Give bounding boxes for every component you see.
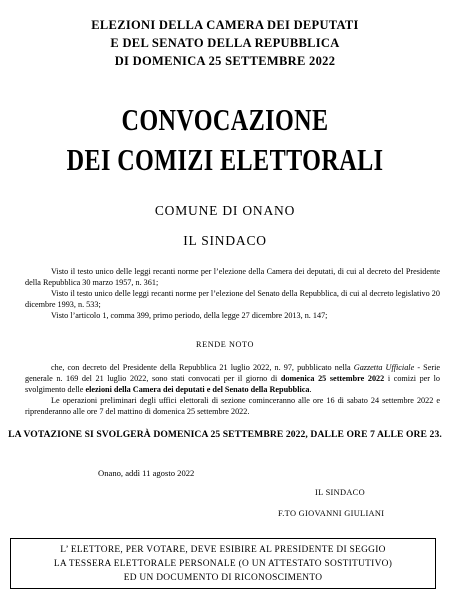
election-bodies: elezioni della Camera dei deputati e del Senato della Repubblica: [85, 385, 310, 394]
main-title-line-2: DEI COMIZI ELETTORALI: [66, 142, 384, 177]
notice-line-1: L’ ELETTORE, PER VOTARE, DEVE ESIBIRE AL PRESIDENTE DI SEGGIO: [60, 545, 386, 555]
visto-section: [25, 266, 440, 321]
notice-line-2: LA TESSERA ELETTORALE PERSONALE (O UN ATTESTATO SOSTITUTIVO): [53, 559, 393, 569]
place-and-date: Onano, addì 11 agosto 2022: [98, 468, 195, 478]
election-header: [0, 16, 450, 70]
visto-paragraph-3: Visto l’articolo 1, comma 399, primo periodo, della legge 27 dicembre 2013, n. 147;: [51, 311, 328, 320]
main-title-line-1: CONVOCAZIONE: [121, 102, 329, 137]
decree-series-text: - Serie generale n. 169 del 21 luglio 2022, sono stati convocati per il giorno di: [25, 363, 440, 383]
visto-paragraph-1: Visto il testo unico delle leggi recanti norme per l’elezione della Camera dei deputati, di cui al decreto del Presidente della Repubblica 30 marzo 1957, n. 361;: [25, 267, 440, 287]
header-line-3: DI DOMENICA 25 SETTEMBRE 2022: [114, 54, 336, 68]
election-date: domenica 25 settembre 2022: [280, 374, 385, 383]
voter-notice-box: [10, 538, 436, 589]
period-text: .: [309, 385, 312, 394]
announcement-paragraph-1: [25, 362, 440, 395]
main-title: [50, 100, 401, 180]
visto-paragraph-2: Visto il testo unico delle leggi recanti norme per l’elezione del Senato della Repubblica, di cui al decreto legislativo 20 dicembre 1993, n. 533;: [25, 289, 440, 309]
signature-role: IL SINDACO: [315, 488, 365, 497]
header-line-1: ELEZIONI DELLA CAMERA DEI DEPUTATI: [91, 18, 359, 32]
rende-noto-heading: RENDE NOTO: [196, 340, 254, 349]
announcement-paragraph-2: Le operazioni preliminari degli uffici elettorali di sezione cominceranno alle ore 16 di sabato 24 settembre 2022 e riprenderanno alle ore 7 del mattino di domenica 25 settembre 2022.: [25, 396, 440, 416]
header-line-2: E DEL SENATO DELLA REPUBBLICA: [110, 36, 340, 50]
voting-hours: LA VOTAZIONE SI SVOLGERÀ DOMENICA 25 SETTEMBRE 2022, DALLE ORE 7 ALLE ORE 23.: [8, 429, 442, 440]
signature-name: F.TO GIOVANNI GIULIANI: [278, 509, 385, 518]
gazzetta-ufficiale: Gazzetta Ufficiale: [353, 363, 415, 372]
decree-text: che, con decreto del Presidente della Repubblica 21 luglio 2022, n. 97, pubblicato nella: [51, 363, 354, 372]
comizi-text: i comizi per lo svolgimento delle: [25, 374, 440, 394]
authority-heading: IL SINDACO: [183, 233, 267, 248]
notice-line-3: ED UN DOCUMENTO DI RICONOSCIMENTO: [123, 573, 323, 583]
announcement-section: [25, 362, 440, 417]
comune-name: COMUNE DI ONANO: [154, 203, 296, 218]
